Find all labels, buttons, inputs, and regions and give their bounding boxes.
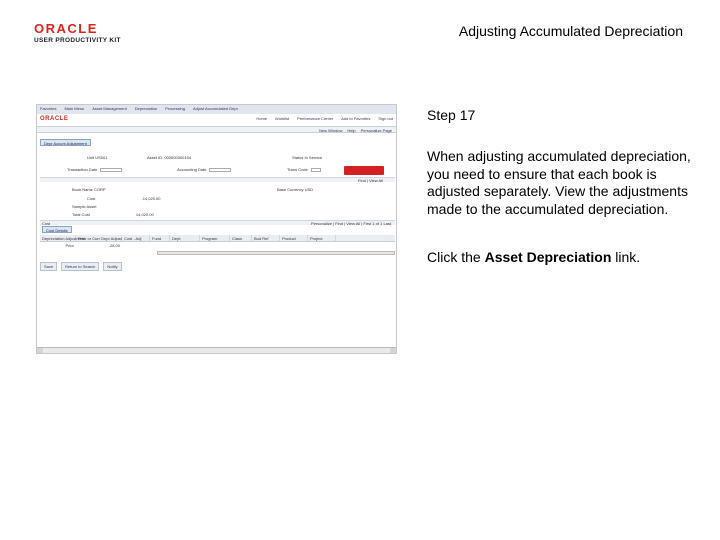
save-button[interactable]: Save [40,262,57,271]
status-value: In Service [304,155,323,160]
instruction-prefix: Click the [427,249,485,265]
sample-label: Sample Asset [72,204,97,209]
grid-navigation[interactable]: Personalize | Find | View All | First 1 of 1 Last [311,221,391,226]
help-link[interactable]: Help [347,128,356,133]
accounting-date-field [177,167,231,172]
cost-details-tab[interactable]: Cost Details [42,226,72,233]
book-name-value: CORP [94,187,106,192]
personalize-link[interactable]: Personalize Page [360,128,392,133]
grid-cell: Prior [65,243,74,248]
find-view-all-link[interactable]: Find | View All [358,178,383,183]
base-currency-value: USD [304,187,314,192]
grid-horizontal-scrollbar[interactable] [157,251,395,255]
breadcrumb-item[interactable]: Asset Management [92,106,127,111]
grid-title: Cost [42,221,51,226]
nav-performance-link[interactable]: Performance Center [297,116,334,121]
base-currency-field [277,187,313,192]
grid-header-row [40,235,395,242]
app-logo: ORACLE [40,116,69,122]
status-label: Status [292,155,304,160]
book-bar [40,177,395,182]
grid-header-cell: Bud Ref [252,235,280,241]
nav-signout-link[interactable]: Sign out [378,116,393,121]
brand-row [37,114,396,126]
unit-label: Unit [87,155,95,160]
breadcrumb-item[interactable]: Depreciation [134,106,158,111]
grid-header-cell: Cost - Adj [122,235,150,241]
asset-id-field [147,155,191,160]
asset-id-value: 000000000154 [164,155,192,160]
table-row [40,242,395,249]
breadcrumb-item[interactable]: Adjust Accumulated Depr [192,106,238,111]
depr-accum-adjustment-tab[interactable]: Depr Accum Adjustment [40,139,91,146]
status-field [292,155,322,160]
total-cost-field [72,212,154,217]
page-footer-buttons [40,262,122,271]
instruction-suffix: link. [611,249,641,265]
grid-header-cell: Class [230,235,252,241]
unit-field [87,155,107,160]
cost-label: Cost [87,196,96,201]
breadcrumb [37,105,396,114]
logo-subtext: USER PRODUCTIVITY KIT [34,37,121,44]
accounting-date-input[interactable] [209,168,231,172]
step-instruction [427,249,692,265]
accounting-date-label: Accounting Date [177,167,207,172]
scroll-right-arrow[interactable] [390,348,396,353]
trans-code-input[interactable] [311,168,321,172]
cost-value: -14,020.00 [141,196,161,201]
base-currency-label: Base Currency [277,187,304,192]
asset-id-label: Asset ID: [147,155,164,160]
step-description: When adjusting accumulated depreciation, you need to ensure that each book is adjusted separately. View the adjustments made to the accumulated depreciation. [427,148,691,217]
grid-header-cell: Fund [150,235,170,241]
trans-code-label: Trans Code [287,167,308,172]
document-title: Adjusting Accumulated Depreciation [458,23,683,39]
nav-home-link[interactable]: Home [256,116,268,121]
book-name-label: Book Name [72,187,93,192]
breadcrumb-item[interactable]: Main Menu [64,106,85,111]
scroll-left-arrow[interactable] [37,348,43,353]
trans-code-field [287,167,321,172]
grid-header-cell: Product [280,235,308,241]
cost-field [87,196,161,201]
grid-title-bar [40,220,395,225]
breadcrumb-item[interactable]: Favorites [40,106,57,111]
transaction-date-label: Transaction Date [67,167,98,172]
application-screenshot [36,104,397,354]
total-cost-value: 14,020.00 [135,212,154,217]
oracle-upk-logo [34,22,124,45]
return-to-search-button[interactable]: Return to Search [61,262,99,271]
grid-cell: -28.00 [108,243,120,248]
asset-depreciation-link-text: Asset Depreciation [484,249,612,265]
grid-header-cell: Dept [170,235,200,241]
red-action-button[interactable] [344,166,384,175]
unit-value: US001 [95,155,108,160]
transaction-date-input[interactable] [100,168,122,172]
nav-worklist-link[interactable]: Worklist [275,116,290,121]
step-label: Step 17 [427,107,476,123]
notify-button[interactable]: Notify [103,262,121,271]
grid-header-cell: Prior or Curr Depr Adjust [78,236,122,241]
grid-header-cell: Depreciation Adjustment [42,236,86,241]
grid-header-cell: Project [308,235,336,241]
nav-favorites-link[interactable]: Add to Favorites [341,116,371,121]
top-nav [256,116,393,121]
new-window-link[interactable]: New Window [319,128,343,133]
book-name-field [72,187,106,192]
total-cost-label: Total Cost [72,212,90,217]
logo-text: ORACLE [34,21,98,36]
grid-header-cell: Program [200,235,230,241]
window-horizontal-scrollbar[interactable] [37,347,396,353]
component-toolbar [37,126,396,133]
breadcrumb-item[interactable]: Processing [165,106,185,111]
transaction-date-field [67,167,122,172]
